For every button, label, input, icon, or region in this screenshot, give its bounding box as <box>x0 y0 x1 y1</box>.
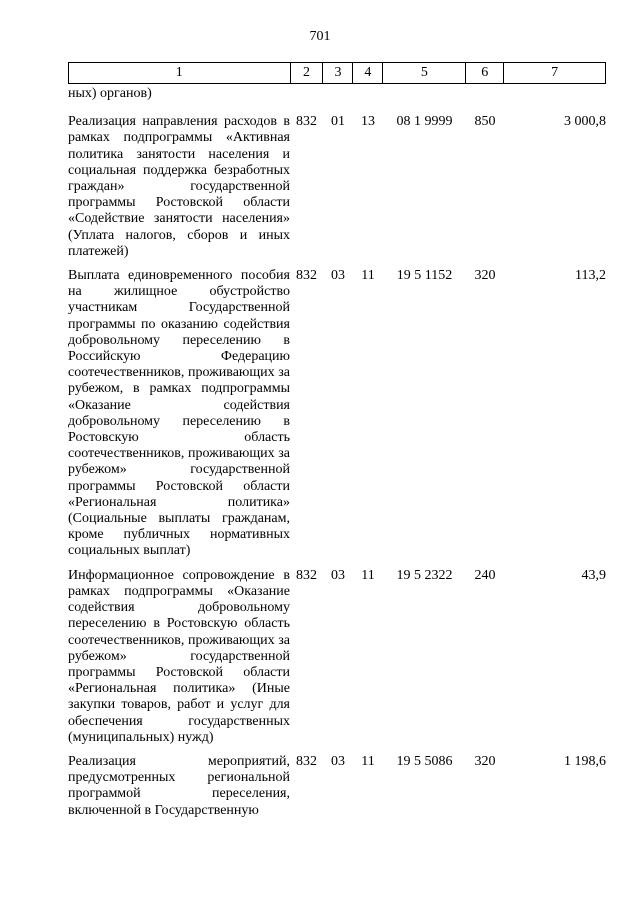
row-target-article: 19 5 2322 <box>396 567 453 583</box>
column-header-6: 6 <box>466 63 504 84</box>
row-amount: 3 000,8 <box>564 114 606 130</box>
page-number: 701 <box>309 29 331 44</box>
column-header-3: 3 <box>323 63 353 84</box>
row-subsection-code: 11 <box>361 753 375 769</box>
column-header-row <box>69 63 606 84</box>
row-ministry-code: 832 <box>296 567 317 583</box>
row-section-code: 03 <box>331 753 345 769</box>
column-header-4: 4 <box>353 63 383 84</box>
row-expense-type: 320 <box>474 268 496 284</box>
row-ministry-code: 832 <box>296 753 317 769</box>
row-amount: 113,2 <box>575 268 606 284</box>
row-description: Реализация мероприятий, предусмотренных региональной программой переселения, включенной в Государственную <box>68 753 290 818</box>
row-ministry-code: 832 <box>296 114 317 130</box>
row-target-article: 19 5 1152 <box>396 268 453 284</box>
row-description: Выплата единовременного пособия на жилищное обустройство участникам Государственной программы по оказанию содействия добровольному переселению в Российскую Федерацию соотечественников, проживающих за рубежом, в рамках подпрограммы «Оказание содействия добровольному переселению в Ростовскую область соотечественников, проживающих за рубежом» государственной программы Ростовской области «Региональная политика» (Социальные выплаты гражданам, кроме публичных нормативных социальных выплат) <box>68 268 290 559</box>
row-section-code: 03 <box>331 567 345 583</box>
row-amount: 43,9 <box>581 567 606 583</box>
row-expense-type: 320 <box>474 753 496 769</box>
column-header-5: 5 <box>383 63 466 84</box>
row-expense-type: 850 <box>474 114 496 130</box>
table-row <box>68 560 606 746</box>
column-header-table <box>68 62 606 84</box>
table-row <box>68 106 606 260</box>
column-header-1: 1 <box>69 63 291 84</box>
column-header-7: 7 <box>504 63 606 84</box>
table-row <box>68 746 606 819</box>
row-section-code: 01 <box>331 114 345 130</box>
budget-table <box>68 86 606 819</box>
column-header-2: 2 <box>290 63 323 84</box>
continuation-text: ных) органов) <box>68 86 152 101</box>
continuation-row <box>68 86 606 106</box>
row-ministry-code: 832 <box>296 268 317 284</box>
row-description: Информационное сопровождение в рамках подпрограммы «Оказание содействия добровольному переселению в Ростовскую область соотечественников, проживающих за рубежом» государственной программы Ростовской области «Региональная политика» (Иные закупки товаров, работ и услуг для обеспечения государственных (муниципальных) нужд) <box>68 567 290 745</box>
table-row <box>68 260 606 560</box>
row-subsection-code: 13 <box>361 114 375 130</box>
row-target-article: 19 5 5086 <box>396 753 453 769</box>
row-subsection-code: 11 <box>361 268 375 284</box>
row-expense-type: 240 <box>474 567 496 583</box>
row-subsection-code: 11 <box>361 567 375 583</box>
row-amount: 1 198,6 <box>564 753 606 769</box>
row-section-code: 03 <box>331 268 345 284</box>
row-description: Реализация направления расходов в рамках подпрограммы «Активная политика занятости населения и социальная поддержка безработных граждан» государственной программы Ростовской области «Содействие занятости населения» (Уплата налогов, сборов и иных платежей) <box>68 114 290 259</box>
row-target-article: 08 1 9999 <box>396 114 453 130</box>
